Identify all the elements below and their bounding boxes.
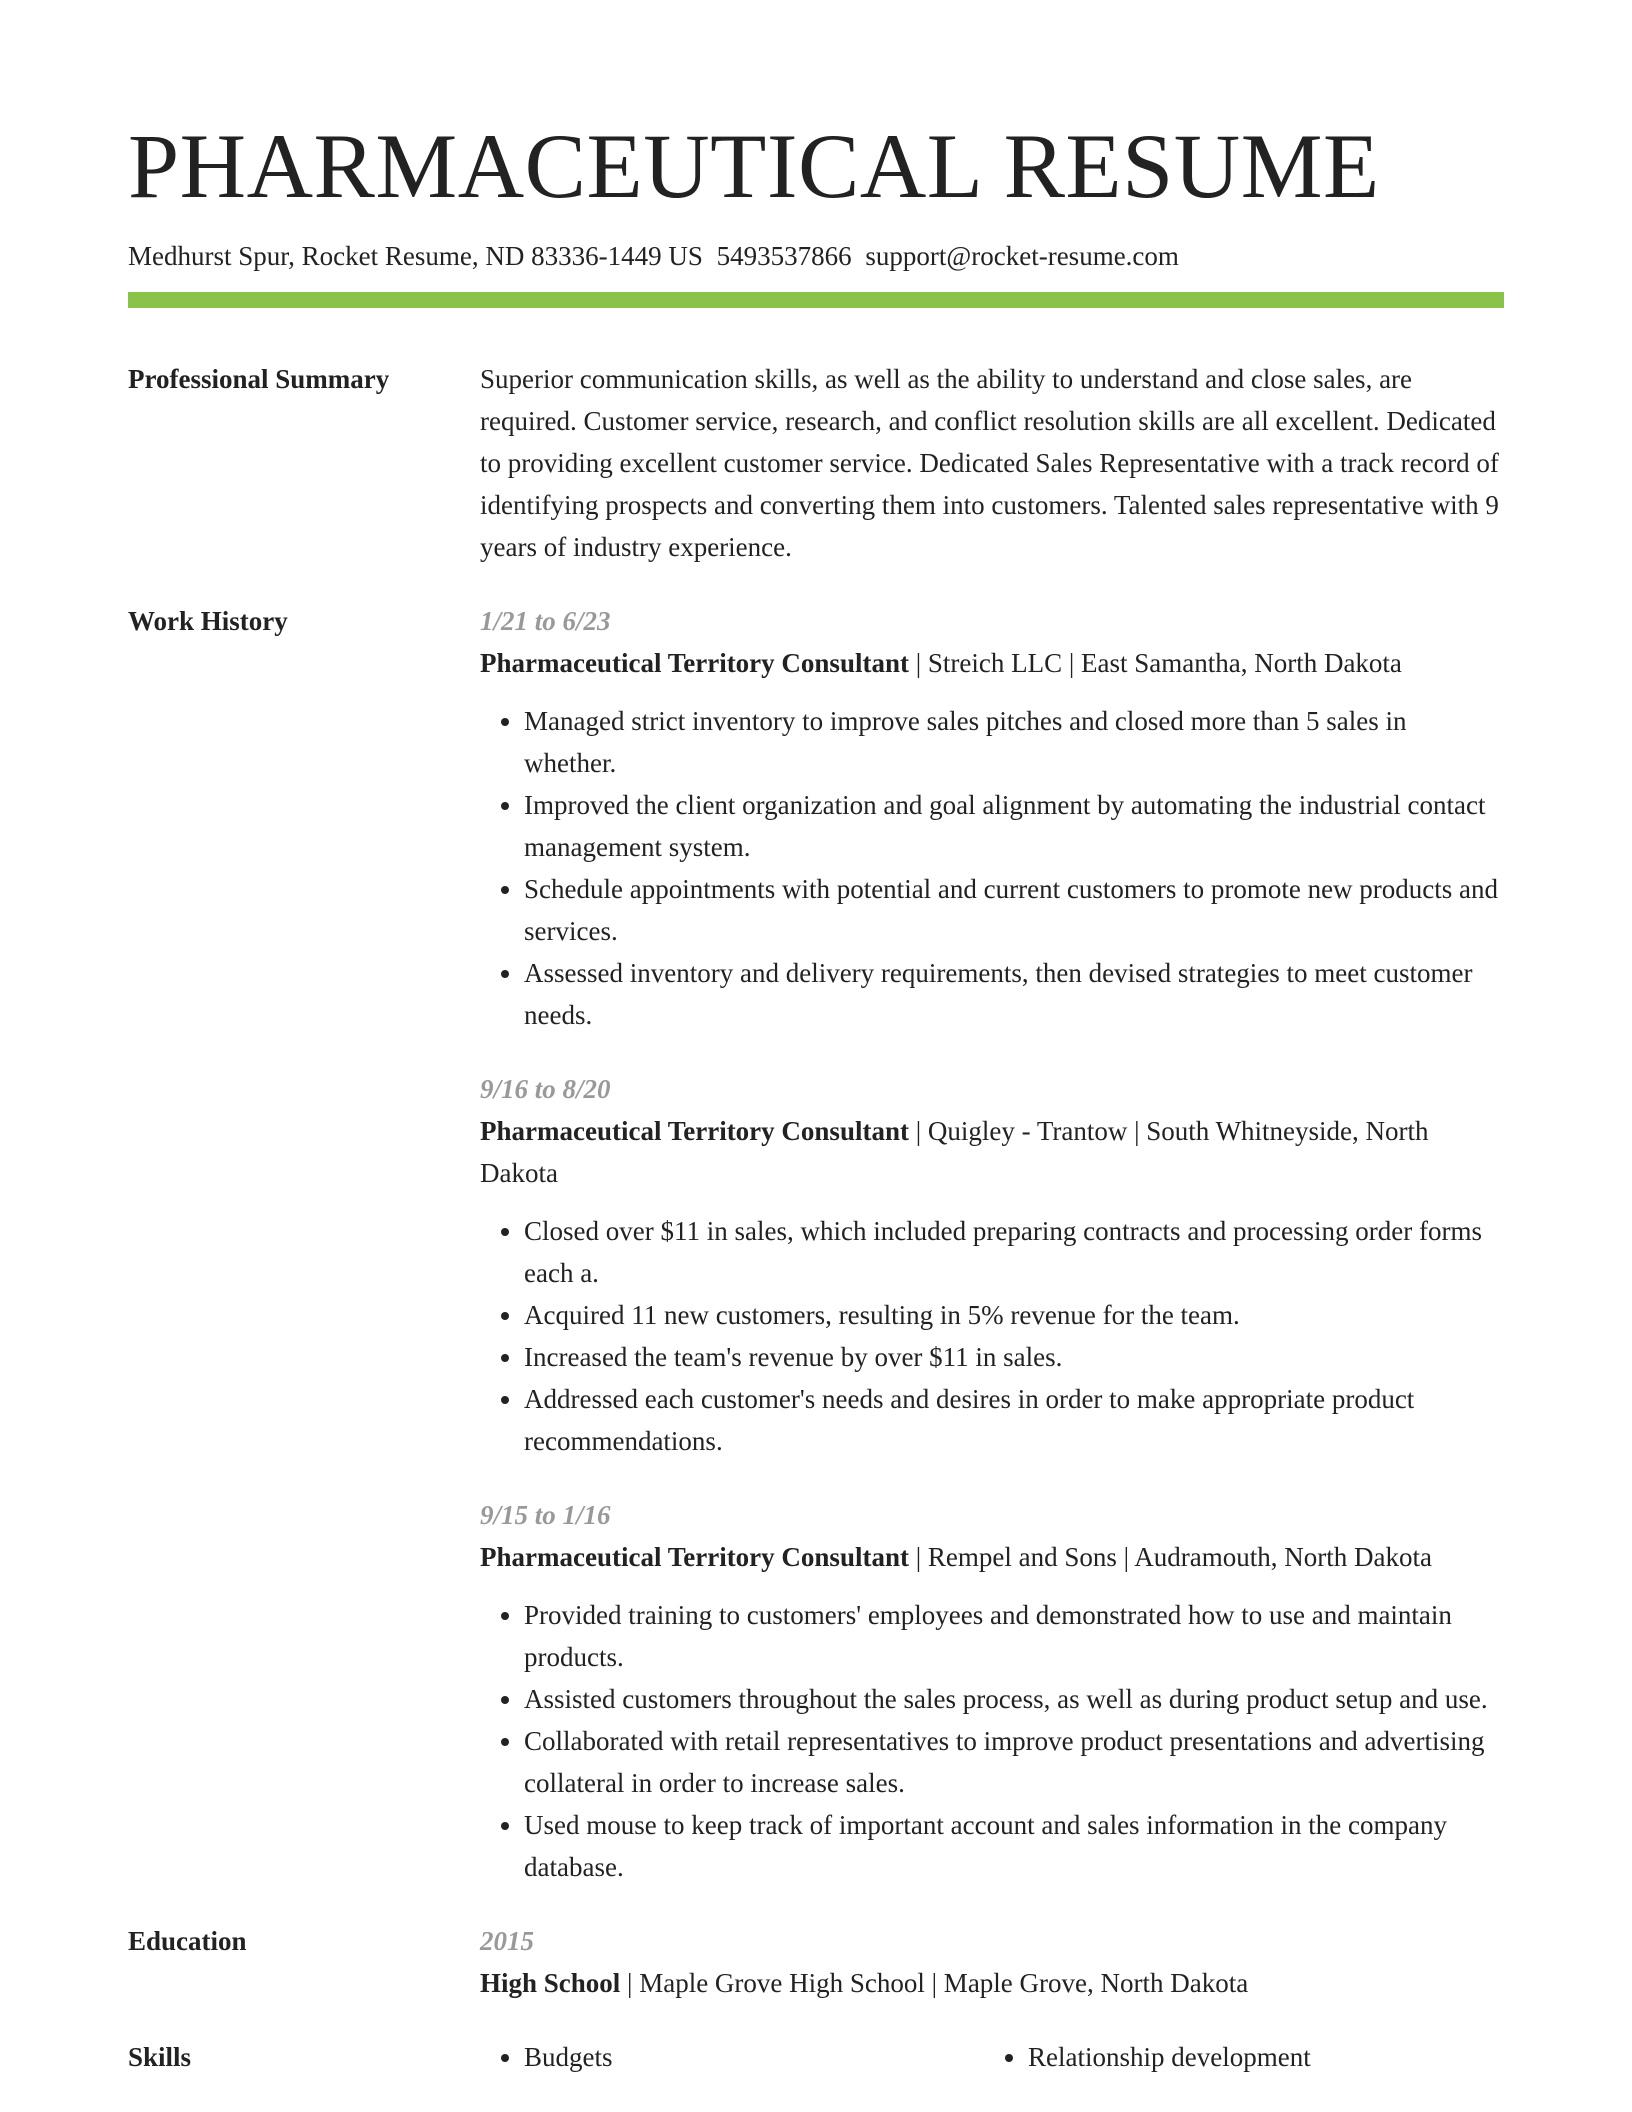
- section-label: Education: [128, 1926, 247, 1957]
- job-heading: [480, 1536, 1504, 1578]
- section-work-history: [128, 600, 1504, 1888]
- job-entry: [480, 1494, 1504, 1888]
- section-label: Professional Summary: [128, 364, 390, 395]
- job-heading: [480, 1110, 1504, 1194]
- list-item: • Closed over $11 in sales, which included preparing contracts and processing order forms each a.: [524, 1210, 1504, 1294]
- education-degree: High School: [480, 1968, 621, 1999]
- list-item: • Managed strict inventory to improve sales pitches and closed more than 5 sales in whether.: [524, 700, 1504, 784]
- skills-columns: [480, 2036, 1504, 2078]
- accent-divider: [128, 292, 1504, 308]
- list-item: • Increased the team's revenue by over $11 in sales.: [524, 1336, 1504, 1378]
- job-title: Pharmaceutical Territory Consultant: [480, 648, 909, 679]
- list-item: • Provided training to customers' employees and demonstrated how to use and maintain products.: [524, 1594, 1504, 1678]
- job-entry: [480, 1068, 1504, 1462]
- section-skills: [128, 2036, 1504, 2078]
- education-dates: 2015: [480, 1926, 534, 1957]
- education-entry: [480, 1920, 1504, 2004]
- job-bullets: [480, 1210, 1504, 1462]
- job-dates: 1/21 to 6/23: [480, 606, 611, 637]
- summary-text: Superior communication skills, as well as the ability to understand and close sales, are required. Customer service, research, and conflict resolution skills are all excellent. Dedicated to providing excellent customer service. Dedicated Sales Representative with a track record of identifying prospects and converting them into customers. Talented sales representative with 9 years of industry experience.: [480, 364, 1499, 563]
- skills-column-1: [480, 2036, 984, 2078]
- resume-title: PHARMACEUTICAL RESUME: [128, 115, 1380, 217]
- contact-line: [128, 240, 1504, 272]
- job-dates: 9/15 to 1/16: [480, 1500, 611, 1531]
- education-details: | Maple Grove High School | Maple Grove, North Dakota: [620, 1968, 1249, 1999]
- section-professional-summary: [128, 358, 1504, 568]
- list-item: • Collaborated with retail representatives to improve product presentations and advertising collateral in order to increase sales.: [524, 1720, 1504, 1804]
- list-item: • Assisted customers throughout the sales process, as well as during product setup and use.: [524, 1678, 1504, 1720]
- list-item: • Improved the client organization and goal alignment by automating the industrial contact management system.: [524, 784, 1504, 868]
- list-item: • Schedule appointments with potential and current customers to promote new products and services.: [524, 868, 1504, 952]
- contact-phone: 5493537866: [716, 241, 852, 271]
- skills-column-2: [984, 2036, 1488, 2078]
- list-item: • Relationship development: [1028, 2036, 1488, 2078]
- section-label: Work History: [128, 606, 288, 637]
- job-heading: [480, 642, 1504, 684]
- job-details: | Rempel and Sons | Audramouth, North Dakota: [908, 1542, 1432, 1573]
- contact-address: Medhurst Spur, Rocket Resume, ND 83336-1449 US: [128, 241, 703, 271]
- list-item: • Used mouse to keep track of important account and sales information in the company database.: [524, 1804, 1504, 1888]
- job-bullets: [480, 1594, 1504, 1888]
- contact-email: support@rocket-resume.com: [865, 241, 1179, 271]
- job-entry: [480, 600, 1504, 1036]
- resume-page: [128, 115, 1504, 2078]
- skills-list: [480, 2036, 1504, 2078]
- list-item: • Assessed inventory and delivery requirements, then devised strategies to meet customer needs.: [524, 952, 1504, 1036]
- job-details: | Quigley - Trantow | South Whitneyside, North Dakota: [480, 1116, 1429, 1189]
- list-item: • Acquired 11 new customers, resulting in 5% revenue for the team.: [524, 1294, 1504, 1336]
- list-item: • Addressed each customer's needs and desires in order to make appropriate product recommendations.: [524, 1378, 1504, 1462]
- education-heading: [480, 1962, 1504, 2004]
- job-bullets: [480, 700, 1504, 1036]
- work-history-list: [480, 600, 1504, 1888]
- job-dates: 9/16 to 8/20: [480, 1074, 611, 1105]
- job-details: | Streich LLC | East Samantha, North Dakota: [908, 648, 1402, 679]
- section-education: [128, 1920, 1504, 2004]
- job-title: Pharmaceutical Territory Consultant: [480, 1542, 909, 1573]
- list-item: • Budgets: [524, 2036, 984, 2078]
- section-label: Skills: [128, 2042, 192, 2073]
- job-title: Pharmaceutical Territory Consultant: [480, 1116, 909, 1147]
